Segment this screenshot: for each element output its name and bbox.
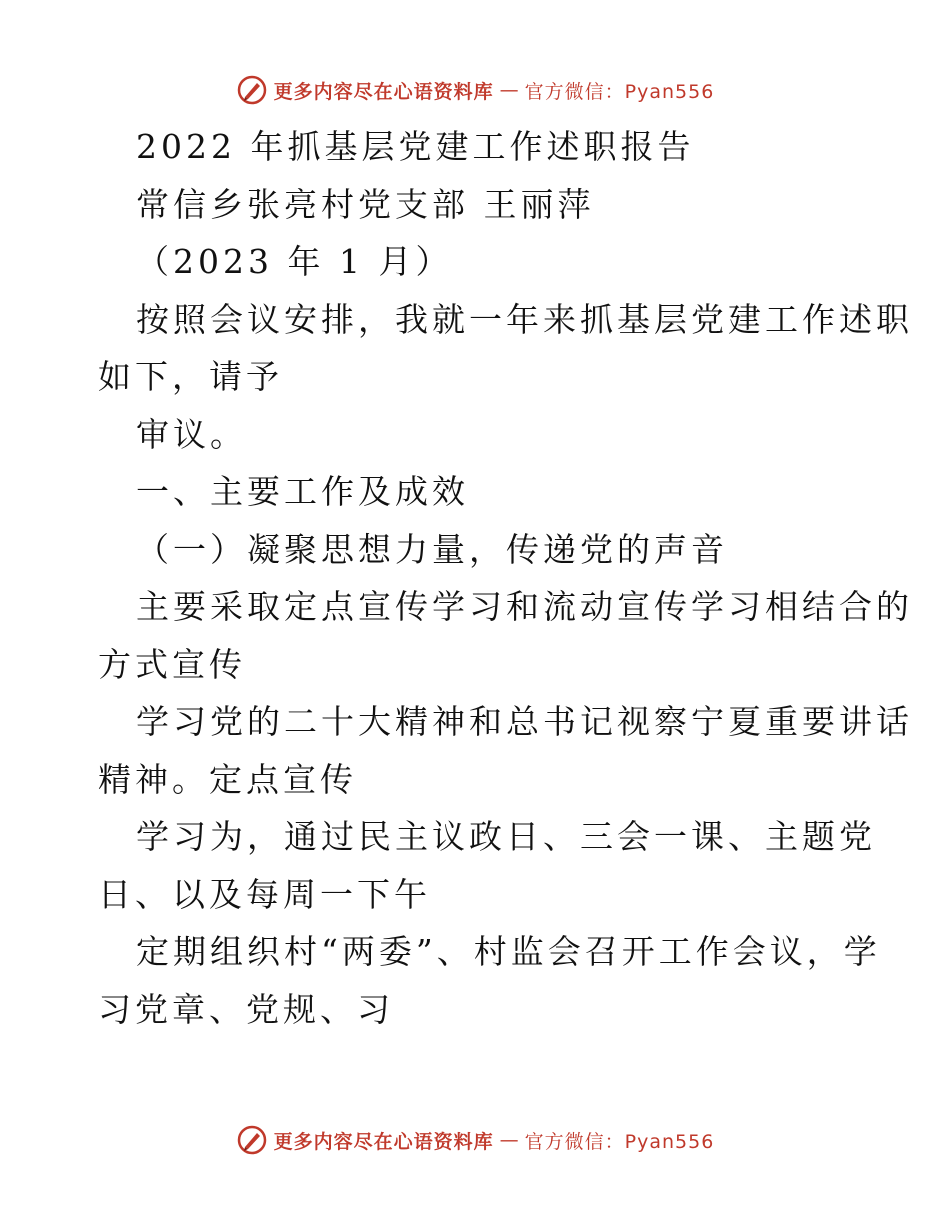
footer-brand [236,1124,715,1156]
document-author: 常信乡张亮村党支部 王丽萍 [136,184,595,224]
footer-contact: 官方微信：Pyan556 [524,1130,715,1153]
page-footer [0,1120,950,1160]
header-brand [236,74,715,106]
pen-logo-icon [236,1124,268,1156]
paragraph-line: 定期组织村“两委”、村监会召开工作会议，学 [136,932,881,971]
paragraph-line: 学习党的二十大精神和总书记视察宁夏重要讲话 [136,702,913,741]
paragraph-line: 精神。定点宣传 [98,759,357,799]
paragraph-line: 日、以及每周一下午 [98,874,431,914]
paragraph-line: 方式宣传 [98,644,246,684]
paragraph-line: 习党章、党规、习 [98,989,394,1029]
paragraph-line: 按照会议安排，我就一年来抓基层党建工作述职 [136,299,913,339]
paragraph-line: 主要采取定点宣传学习和流动宣传学习相结合的 [136,587,913,626]
paragraph-line: 学习为，通过民主议政日、三会一课、主题党 [136,817,876,856]
paragraph-line: 审议。 [136,414,247,454]
section-heading: 一、主要工作及成效 [136,472,469,511]
footer-separator: — [499,1129,519,1151]
document-title: 2022 年抓基层党建工作述职报告 [136,127,695,166]
page-header [0,70,950,110]
header-separator: — [499,79,519,101]
header-contact: 官方微信：Pyan556 [524,80,715,103]
header-brand-text: 更多内容尽在心语资料库 [273,80,494,103]
pen-logo-icon [236,74,268,106]
subsection-heading: （一）凝聚思想力量，传递党的声音 [136,529,728,569]
paragraph-line: 如下，请予 [98,357,283,396]
document-body [98,118,913,1038]
document-date: （2023 年 1 月） [136,242,453,281]
footer-brand-text: 更多内容尽在心语资料库 [273,1130,494,1153]
